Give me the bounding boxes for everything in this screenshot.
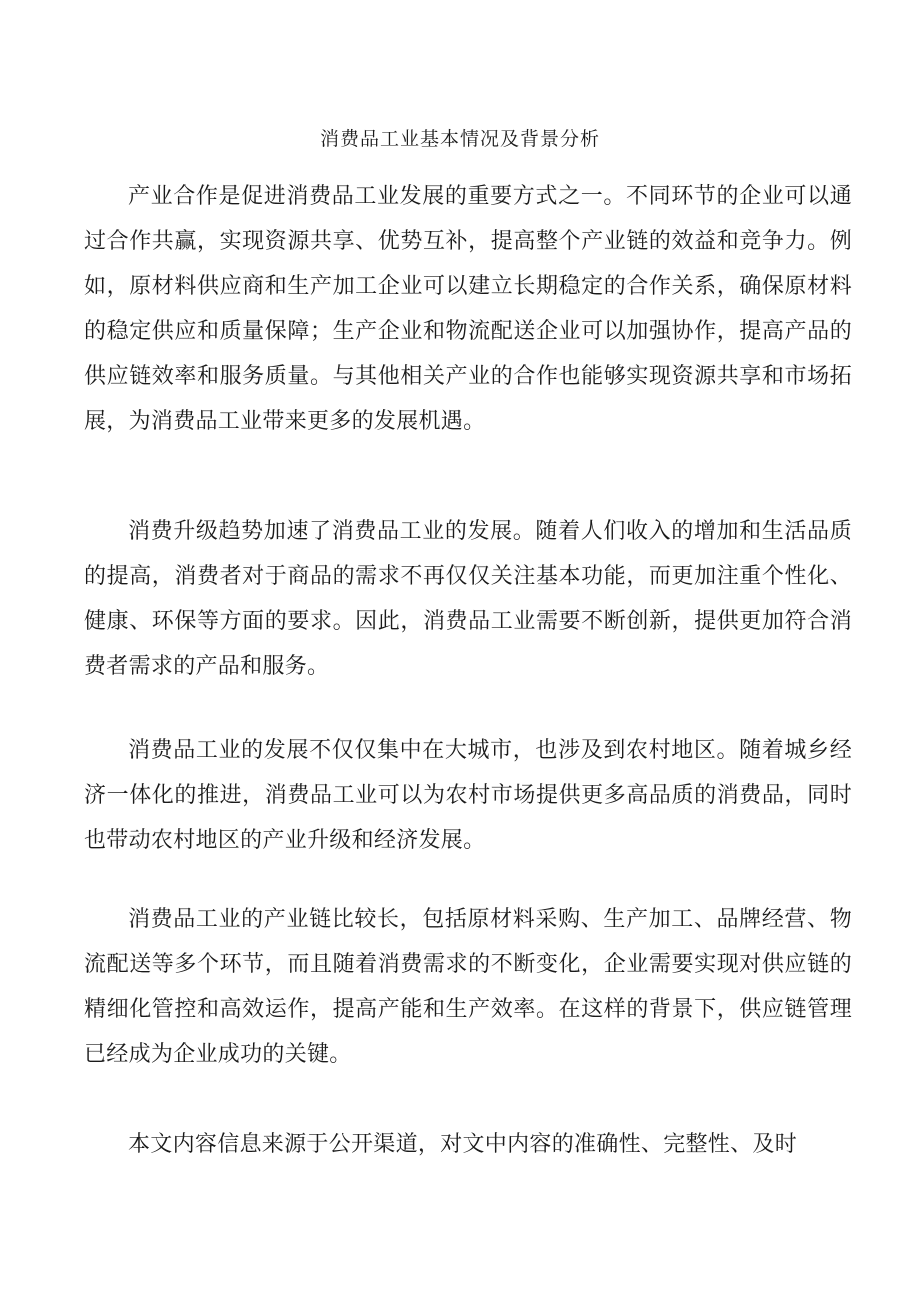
- document-title: 消费品工业基本情况及背景分析: [319, 128, 600, 150]
- paragraph-industry-cooperation: 产业合作是促进消费品工业发展的重要方式之一。不同环节的企业可以通过合作共赢，实现资源共享、优势互补，提高整个产业链的效益和竞争力。例如，原材料供应商和生产加工企业可以建立长期稳定的合作关系，确保原材料的稳定供应和质量保障；生产企业和物流配送企业可以加强协作，提高产品的供应链效率和服务质量。与其他相关产业的合作也能够实现资源共享和市场拓展，为消费品工业带来更多的发展机遇。: [84, 184, 852, 434]
- paragraph-disclaimer: 本文内容信息来源于公开渠道，对文中内容的准确性、完整性、及时: [128, 1132, 798, 1157]
- paragraph-consumption-upgrade: 消费升级趋势加速了消费品工业的发展。随着人们收入的增加和生活品质的提高，消费者对于商品的需求不再仅仅关注基本功能，而更加注重个性化、健康、环保等方面的要求。因此，消费品工业需要不断创新，提供更加符合消费者需求的产品和服务。: [84, 519, 852, 679]
- paragraph-rural-development: 消费品工业的发展不仅仅集中在大城市，也涉及到农村地区。随着城乡经济一体化的推进，消费品工业可以为农村市场提供更多高品质的消费品，同时也带动农村地区的产业升级和经济发展。: [84, 738, 852, 853]
- paragraph-supply-chain: 消费品工业的产业链比较长，包括原材料采购、生产加工、品牌经营、物流配送等多个环节，而且随着消费需求的不断变化，企业需要实现对供应链的精细化管控和高效运作，提高产能和生产效率。在这样的背景下，供应链管理已经成为企业成功的关键。: [84, 907, 852, 1067]
